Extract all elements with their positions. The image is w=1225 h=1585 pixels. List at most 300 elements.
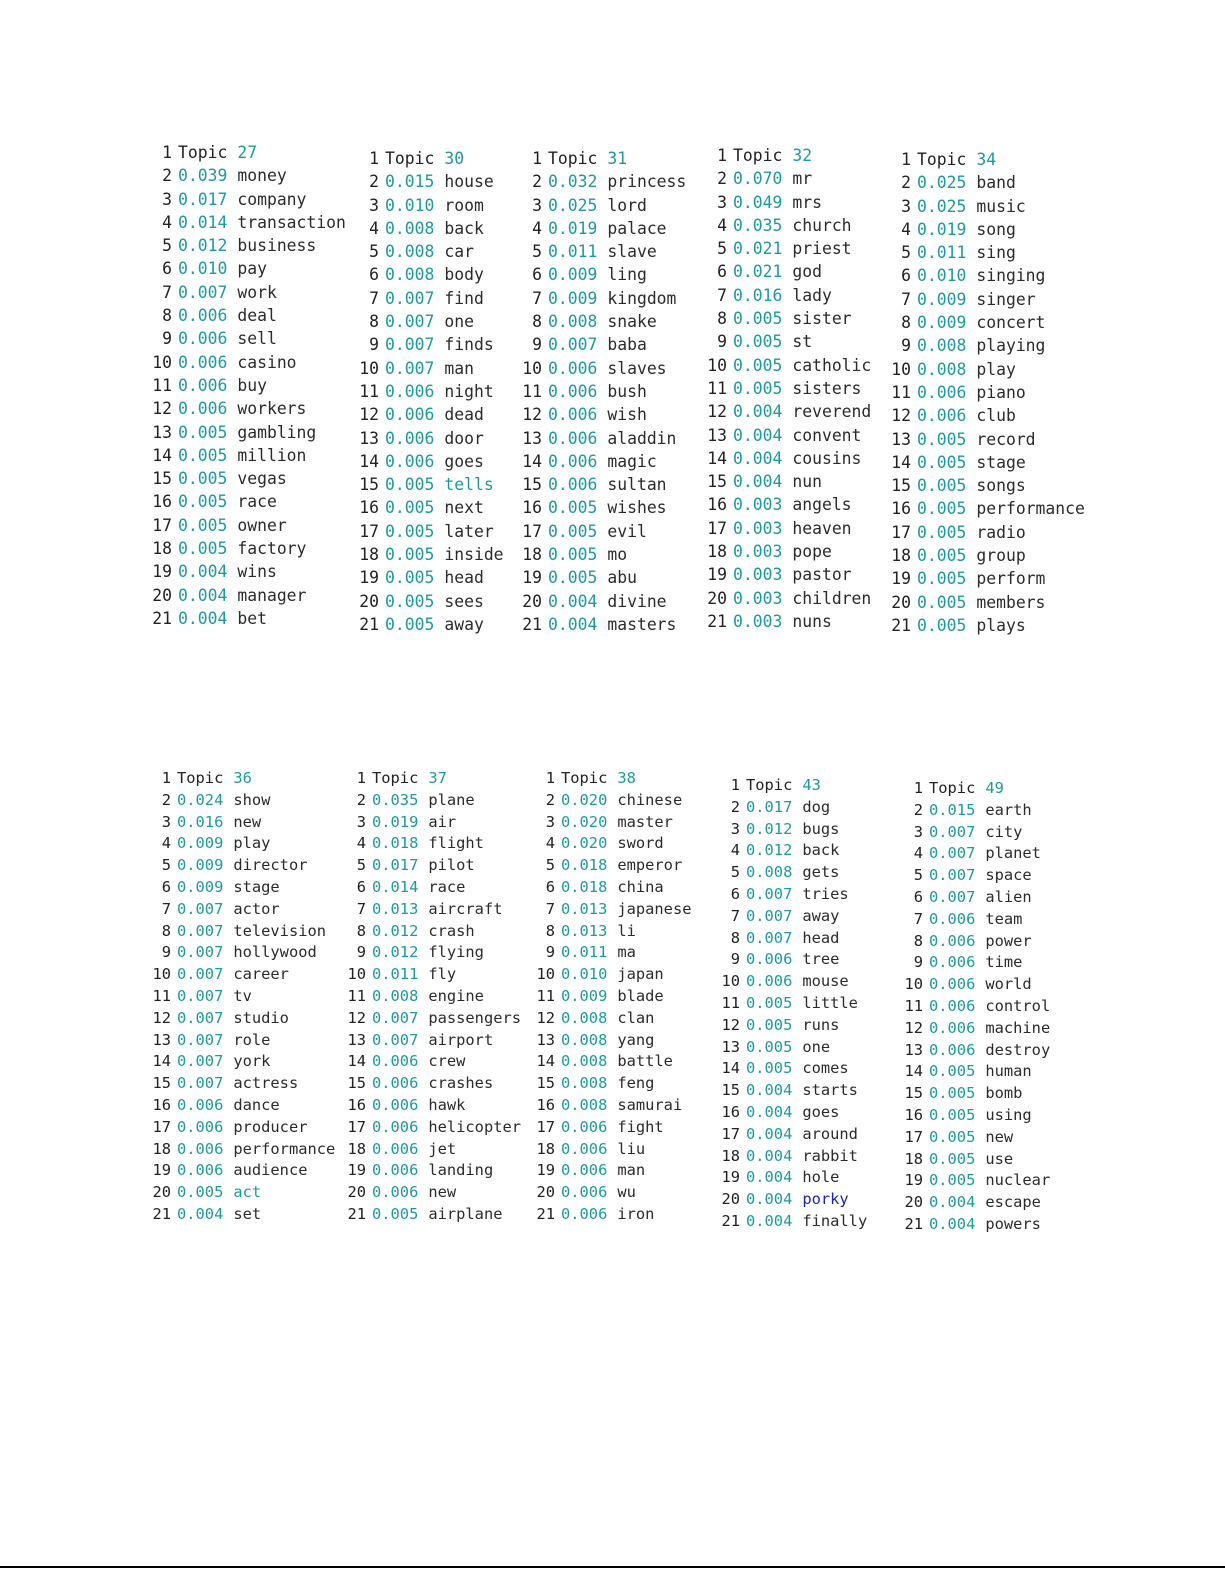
row-number: 21	[707, 611, 727, 631]
word-weight: 0.005	[372, 1204, 419, 1223]
topic-word: snake	[607, 312, 657, 332]
row-number: 11	[904, 996, 923, 1015]
topic-word: bush	[607, 381, 647, 401]
topic-word: fight	[617, 1117, 664, 1136]
row-number: 19	[536, 1161, 555, 1180]
row-number: 9	[161, 943, 171, 962]
topic-word-row	[357, 242, 504, 265]
row-number: 13	[347, 1030, 366, 1049]
topic-word: hollywood	[233, 943, 317, 962]
page-bottom-rule	[0, 1566, 1225, 1568]
row-number: 12	[904, 1018, 923, 1037]
row-number: 14	[152, 1052, 171, 1071]
row-number: 3	[901, 196, 911, 216]
topic-word-row	[357, 265, 504, 288]
row-number: 7	[913, 909, 923, 928]
topic-word-row	[705, 309, 871, 332]
word-weight: 0.006	[385, 405, 435, 425]
row-number: 6	[356, 877, 366, 896]
row-number: 8	[532, 312, 542, 332]
word-weight: 0.006	[372, 1095, 419, 1114]
row-number: 18	[347, 1139, 366, 1158]
topic-word: little	[802, 993, 858, 1012]
topic-word-row	[535, 791, 691, 813]
topic-word: transaction	[237, 212, 346, 232]
row-number: 2	[545, 790, 555, 809]
topic-word-row	[903, 1019, 1050, 1041]
row-number: 6	[901, 266, 911, 286]
topic-word: play	[233, 834, 271, 853]
topic-word-row	[151, 1074, 335, 1096]
topic-word: mr	[792, 169, 813, 189]
row-number: 8	[356, 921, 366, 940]
word-weight: 0.007	[746, 928, 793, 947]
topic-word: workers	[237, 399, 307, 419]
topic-word-row	[535, 943, 691, 965]
row-number: 16	[359, 498, 379, 518]
topic-word: deal	[237, 306, 277, 326]
row-number: 11	[152, 986, 171, 1005]
word-weight: 0.004	[177, 1204, 224, 1223]
topic-word: jet	[428, 1139, 457, 1158]
topic-word-row	[151, 943, 335, 965]
topic-word-row	[151, 813, 335, 835]
topic-word-row	[720, 950, 867, 972]
topic-header-row	[720, 776, 867, 798]
row-number: 16	[721, 1102, 740, 1121]
topic-word-row	[357, 429, 504, 452]
topic-header-row	[151, 769, 335, 791]
topic-word-row	[346, 1161, 521, 1183]
row-number: 5	[356, 856, 366, 875]
word-weight: 0.004	[548, 614, 598, 634]
topic-word: priest	[792, 239, 852, 259]
topic-word: group	[976, 546, 1026, 566]
word-weight: 0.006	[177, 1139, 224, 1158]
row-number: 10	[721, 972, 740, 991]
word-weight: 0.004	[548, 591, 598, 611]
word-weight: 0.011	[372, 965, 419, 984]
word-weight: 0.006	[561, 1117, 608, 1136]
topic-word-row	[346, 987, 521, 1009]
topic-word-row	[720, 907, 867, 929]
word-weight: 0.004	[746, 1124, 793, 1143]
word-weight: 0.007	[385, 335, 435, 355]
row-number: 6	[913, 887, 923, 906]
row-number: 13	[522, 428, 542, 448]
word-weight: 0.011	[548, 242, 598, 262]
word-weight: 0.006	[548, 358, 598, 378]
topic-word: performance	[976, 499, 1085, 519]
word-weight: 0.016	[733, 285, 783, 305]
topic-id: 43	[802, 776, 821, 794]
word-weight: 0.005	[548, 545, 598, 565]
topic-label: Topic	[548, 149, 598, 168]
topic-word: wins	[237, 562, 277, 582]
row-number: 15	[721, 1081, 740, 1100]
topic-word-row	[535, 813, 691, 835]
topic-word-row	[903, 1171, 1050, 1193]
word-weight: 0.006	[548, 451, 598, 471]
row-number: 12	[707, 402, 727, 422]
word-weight: 0.006	[372, 1117, 419, 1136]
word-weight: 0.006	[929, 996, 976, 1015]
row-number: 3	[717, 192, 727, 212]
topic-word-row	[903, 1084, 1050, 1106]
word-weight: 0.021	[733, 239, 783, 259]
topic-word: starts	[802, 1081, 858, 1100]
row-number: 21	[721, 1211, 740, 1230]
row-number: 6	[730, 884, 740, 903]
topic-word: human	[985, 1062, 1032, 1081]
word-weight: 0.005	[548, 521, 598, 541]
topic-word: liu	[617, 1139, 646, 1158]
topic-word-row	[889, 266, 1085, 289]
topic-word: bugs	[802, 819, 840, 838]
topic-word: dog	[802, 797, 831, 816]
word-weight: 0.008	[917, 336, 967, 356]
topic-word-row	[150, 609, 346, 632]
word-weight: 0.005	[929, 1062, 976, 1081]
topic-word-row	[705, 286, 871, 309]
topic-word-row	[151, 878, 335, 900]
row-number: 20	[152, 585, 172, 605]
topic-word: sultan	[607, 475, 667, 495]
row-number: 12	[891, 406, 911, 426]
topic-word-row	[889, 197, 1085, 220]
topic-word-row	[150, 259, 346, 282]
topic-word: masters	[607, 614, 677, 634]
topic-word-row	[150, 562, 346, 585]
word-weight: 0.007	[177, 986, 224, 1005]
topic-word: sword	[617, 834, 664, 853]
row-number: 6	[532, 265, 542, 285]
topic-word-row	[889, 336, 1085, 359]
row-number: 6	[717, 262, 727, 282]
word-weight: 0.013	[561, 921, 608, 940]
row-number: 4	[161, 834, 171, 853]
row-number: 10	[536, 965, 555, 984]
word-weight: 0.007	[385, 312, 435, 332]
topic-label: Topic	[929, 779, 976, 797]
word-weight: 0.007	[372, 1030, 419, 1049]
row-number: 5	[730, 863, 740, 882]
row-number: 19	[347, 1161, 366, 1180]
row-number: 1	[161, 769, 171, 787]
topic-id: 27	[237, 143, 258, 162]
topic-word-row	[357, 382, 504, 405]
row-number: 11	[347, 986, 366, 1005]
row-number: 5	[901, 243, 911, 263]
word-weight: 0.006	[385, 381, 435, 401]
row-number: 20	[891, 592, 911, 612]
topic-word: buy	[237, 375, 267, 395]
topic-word-row	[357, 522, 504, 545]
topic-word: kingdom	[607, 288, 677, 308]
topic-word: members	[976, 592, 1046, 612]
row-number: 21	[152, 1204, 171, 1223]
row-number: 9	[532, 335, 542, 355]
topic-word: gambling	[237, 422, 317, 442]
topic-word-row	[535, 878, 691, 900]
topic-word-row	[151, 1140, 335, 1162]
row-number: 9	[730, 950, 740, 969]
topic-word-row	[535, 965, 691, 987]
topic-id: 37	[428, 769, 447, 787]
row-number: 18	[152, 1139, 171, 1158]
row-number: 4	[730, 841, 740, 860]
topic-word: sing	[976, 243, 1016, 263]
word-weight: 0.005	[733, 332, 783, 352]
row-number: 11	[891, 382, 911, 402]
word-weight: 0.021	[733, 262, 783, 282]
word-weight: 0.032	[548, 172, 598, 192]
row-number: 8	[369, 312, 379, 332]
topic-label: Topic	[746, 776, 793, 794]
topic-word: dead	[444, 405, 484, 425]
topic-word: aircraft	[428, 899, 503, 918]
word-weight: 0.003	[733, 565, 783, 585]
row-number: 2	[162, 166, 172, 186]
topic-word-row	[357, 545, 504, 568]
word-weight: 0.012	[372, 943, 419, 962]
topic-word-row	[357, 475, 504, 498]
row-number: 15	[707, 472, 727, 492]
topic-word: pastor	[792, 565, 852, 585]
topic-word: act	[233, 1183, 262, 1202]
row-number: 17	[152, 515, 172, 535]
topic-word: lord	[607, 195, 647, 215]
topic-word-row	[705, 612, 871, 635]
word-weight: 0.005	[917, 546, 967, 566]
topic-word-row	[889, 313, 1085, 336]
word-weight: 0.007	[929, 822, 976, 841]
topic-id: 38	[617, 769, 636, 787]
row-number: 14	[536, 1052, 555, 1071]
word-weight: 0.007	[177, 965, 224, 984]
topic-word-row	[535, 834, 691, 856]
topic-word-row	[520, 242, 686, 265]
topic-word: passengers	[428, 1008, 522, 1027]
topic-word-row	[357, 592, 504, 615]
topic-word: house	[444, 172, 494, 192]
topic-word-row	[535, 1118, 691, 1140]
row-number: 14	[359, 451, 379, 471]
topic-word: rabbit	[802, 1146, 858, 1165]
row-number: 16	[904, 1105, 923, 1124]
word-weight: 0.014	[178, 212, 228, 232]
topic-word-row	[889, 243, 1085, 266]
topic-word-row	[520, 522, 686, 545]
topic-word-row	[520, 265, 686, 288]
word-weight: 0.020	[561, 790, 608, 809]
topic-word: dance	[233, 1095, 280, 1114]
row-number: 12	[721, 1015, 740, 1034]
row-number: 13	[891, 429, 911, 449]
row-number: 16	[536, 1095, 555, 1114]
topic-label: Topic	[917, 150, 967, 169]
topic-word: club	[976, 406, 1016, 426]
topic-word: back	[802, 841, 840, 860]
row-number: 8	[901, 313, 911, 333]
word-weight: 0.014	[372, 877, 419, 896]
topic-word: st	[792, 332, 813, 352]
row-number: 10	[904, 975, 923, 994]
topic-word-row	[151, 922, 335, 944]
row-number: 3	[161, 812, 171, 831]
topic-word-row	[903, 1128, 1050, 1150]
topic-word: manager	[237, 585, 307, 605]
topic-word: mouse	[802, 972, 849, 991]
topic-word: palace	[607, 218, 667, 238]
topic-word-row	[520, 196, 686, 219]
word-weight: 0.020	[561, 812, 608, 831]
topic-word: head	[444, 568, 484, 588]
row-number: 4	[901, 219, 911, 239]
topic-word: clan	[617, 1008, 655, 1027]
topic-word: career	[233, 965, 289, 984]
word-weight: 0.009	[561, 986, 608, 1005]
row-number: 16	[152, 1095, 171, 1114]
topic-word-row	[903, 801, 1050, 823]
word-weight: 0.005	[917, 452, 967, 472]
row-number: 13	[152, 422, 172, 442]
topic-block-43	[720, 776, 867, 1234]
word-weight: 0.018	[561, 856, 608, 875]
topic-label: Topic	[177, 769, 224, 787]
topic-word: sister	[792, 309, 852, 329]
topic-word: magic	[607, 451, 657, 471]
topic-word-row	[720, 1168, 867, 1190]
word-weight: 0.007	[372, 1008, 419, 1027]
topic-word-row	[889, 173, 1085, 196]
row-number: 19	[707, 565, 727, 585]
word-weight: 0.004	[929, 1214, 976, 1233]
row-number: 8	[162, 306, 172, 326]
topic-word-row	[535, 922, 691, 944]
topic-word: plays	[976, 615, 1026, 635]
topic-word: ling	[607, 265, 647, 285]
topic-word-row	[520, 405, 686, 428]
topic-word-row	[705, 193, 871, 216]
topic-word: studio	[233, 1008, 289, 1027]
row-number: 9	[369, 335, 379, 355]
word-weight: 0.006	[929, 975, 976, 994]
row-number: 9	[717, 332, 727, 352]
word-weight: 0.019	[917, 219, 967, 239]
topic-word: singer	[976, 289, 1036, 309]
topic-word-row	[346, 791, 521, 813]
topic-word-row	[346, 834, 521, 856]
row-number: 4	[717, 215, 727, 235]
word-weight: 0.006	[178, 352, 228, 372]
row-number: 21	[536, 1204, 555, 1223]
topic-word: audience	[233, 1161, 308, 1180]
word-weight: 0.006	[561, 1161, 608, 1180]
row-number: 14	[347, 1052, 366, 1071]
topic-word: bet	[237, 608, 267, 628]
row-number: 8	[161, 921, 171, 940]
topic-word-row	[889, 476, 1085, 499]
word-weight: 0.015	[929, 800, 976, 819]
topic-word-row	[346, 943, 521, 965]
row-number: 7	[162, 282, 172, 302]
topic-word: china	[617, 877, 664, 896]
topic-word: work	[237, 282, 277, 302]
word-weight: 0.005	[929, 1171, 976, 1190]
word-weight: 0.005	[917, 592, 967, 612]
topic-word: blade	[617, 986, 664, 1005]
row-number: 18	[522, 545, 542, 565]
topic-word-row	[357, 335, 504, 358]
topic-word-row	[903, 1193, 1050, 1215]
topic-word-row	[903, 932, 1050, 954]
row-number: 20	[707, 588, 727, 608]
topic-word-row	[889, 499, 1085, 522]
topic-word: vegas	[237, 469, 287, 489]
topic-header-row	[357, 149, 504, 172]
word-weight: 0.006	[177, 1117, 224, 1136]
word-weight: 0.005	[385, 521, 435, 541]
topic-word-row	[151, 900, 335, 922]
topic-word: church	[792, 215, 852, 235]
topic-word-row	[889, 453, 1085, 476]
topic-header-row	[535, 769, 691, 791]
topic-word: perform	[976, 569, 1046, 589]
topic-word-row	[720, 1212, 867, 1234]
topic-word: actress	[233, 1074, 299, 1093]
topic-word-row	[150, 586, 346, 609]
topic-word-row	[720, 885, 867, 907]
row-number: 1	[730, 776, 740, 794]
row-number: 4	[369, 218, 379, 238]
row-number: 20	[359, 591, 379, 611]
topic-block-31	[520, 149, 686, 638]
row-number: 3	[162, 189, 172, 209]
row-number: 9	[913, 953, 923, 972]
topic-word-row	[535, 856, 691, 878]
topic-word-row	[151, 834, 335, 856]
word-weight: 0.005	[385, 568, 435, 588]
topic-word: man	[617, 1161, 646, 1180]
word-weight: 0.006	[929, 1040, 976, 1059]
row-number: 1	[901, 150, 911, 169]
topic-word-row	[520, 429, 686, 452]
topic-word: concert	[976, 313, 1046, 333]
row-number: 15	[152, 469, 172, 489]
word-weight: 0.004	[746, 1168, 793, 1187]
topic-word-row	[720, 929, 867, 951]
row-number: 21	[522, 614, 542, 634]
topic-word-row	[150, 353, 346, 376]
row-number: 15	[891, 476, 911, 496]
topic-word: mrs	[792, 192, 822, 212]
topic-word-row	[705, 542, 871, 565]
row-number: 17	[152, 1117, 171, 1136]
topic-word: heaven	[792, 518, 852, 538]
word-weight: 0.005	[917, 569, 967, 589]
topic-word: planet	[985, 844, 1041, 863]
word-weight: 0.004	[746, 1211, 793, 1230]
row-number: 19	[152, 562, 172, 582]
row-number: 10	[891, 359, 911, 379]
topic-word-row	[720, 1147, 867, 1169]
topic-word: alien	[985, 887, 1032, 906]
word-weight: 0.006	[917, 406, 967, 426]
topic-id: 31	[607, 149, 628, 168]
topic-word: princess	[607, 172, 687, 192]
topic-word: air	[428, 812, 457, 831]
